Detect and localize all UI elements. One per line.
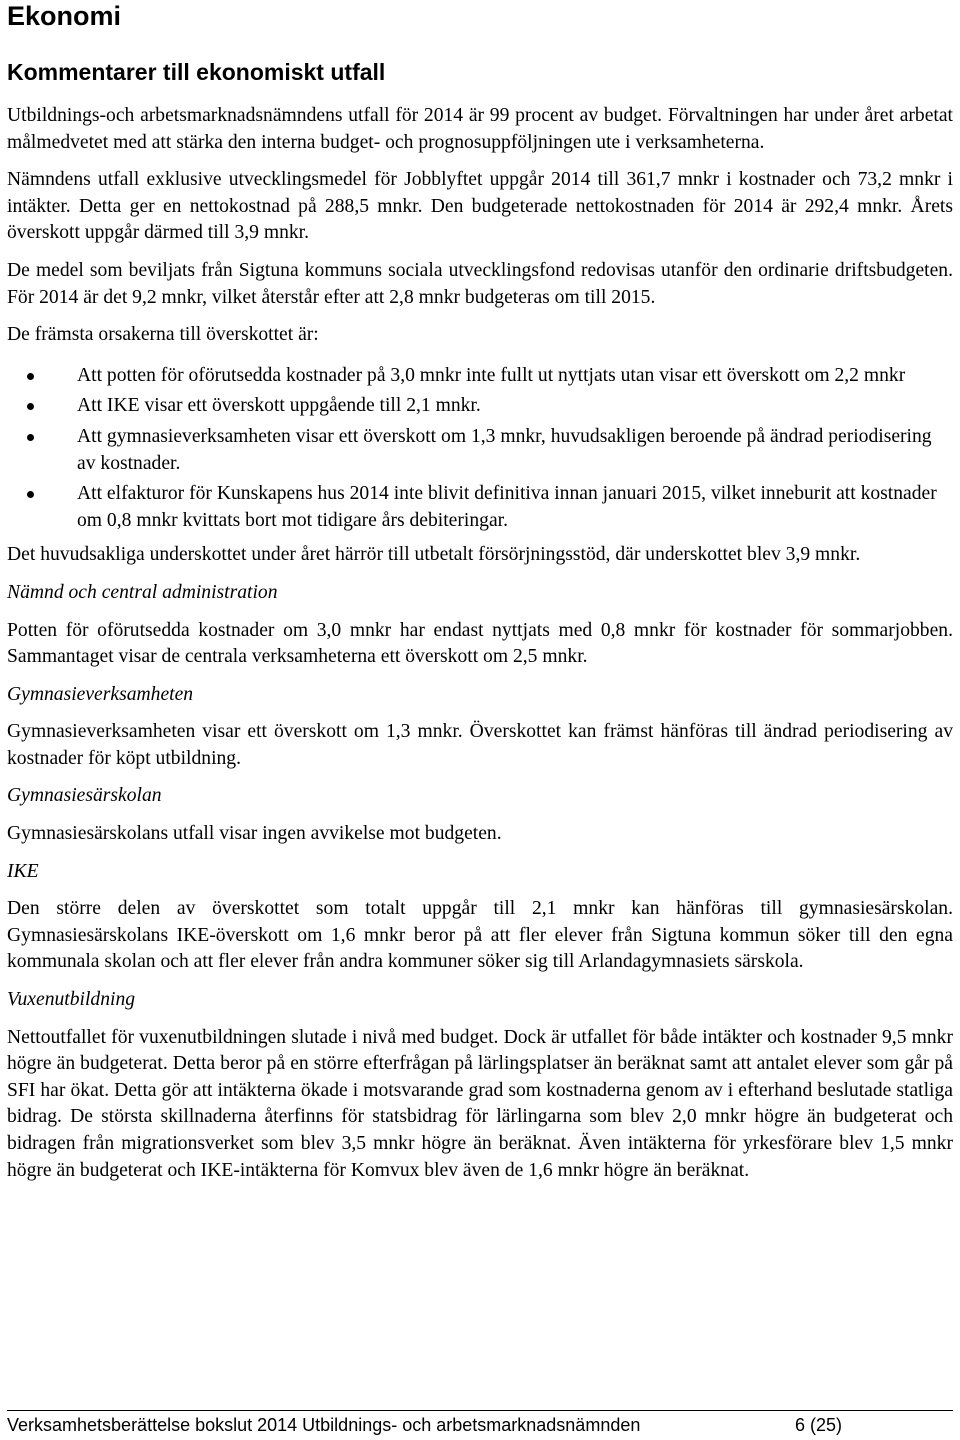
list-item	[7, 363, 953, 390]
subsection-text-special-school: Gymnasiesärskolans utfall visar ingen avvikelse mot budgeten.	[7, 823, 502, 845]
subsection-title-ike: IKE	[7, 860, 39, 882]
bullet-icon	[27, 403, 34, 410]
list-item-text: Att potten för oförutsedda kostnader på 3,0 mnkr inte fullt ut nyttjats utan visar ett överskott om 2,2 mnkr	[77, 364, 906, 386]
list-item	[7, 393, 953, 420]
subsection-title-administration: Nämnd och central administration	[7, 581, 278, 603]
list-item-text: Att elfakturor för Kunskapens hus 2014 inte blivit definitiva innan januari 2015, vilket inneburit att kostnader om 0,8 mnkr kvittats bort mot tidigare års debiteringar.	[77, 483, 937, 531]
paragraph-net-cost: Nämndens utfall exklusive utvecklingsmedel för Jobblyftet uppgår 2014 till 361,7 mnkr i kostnader och 73,2 mnkr i intäkter. Detta ger en nettokostnad på 288,5 mnkr. Den budgeterade nettokostnaden för 2014 är 292,4 mnkr. Årets överskott uppgår därmed till 3,9 mnkr.	[7, 169, 953, 244]
subsection-text-ike: Den större delen av överskottet som totalt uppgår till 2,1 mnkr kan hänföras till gymnasiesärskolan. Gymnasiesärskolans IKE-överskott om 1,6 mnkr beror på att fler elever från Sigtuna kommun söker till den egna kommunala skolan och att fler elever från andra kommuner söker sig till Arlandagymnasiets särskola.	[7, 898, 953, 973]
page-title: Ekonomi	[7, 1, 122, 31]
subsection-title-special-school: Gymnasiesärskolan	[7, 785, 162, 807]
subsection-text-administration: Potten för oförutsedda kostnader om 3,0 mnkr har endast nyttjats med 0,8 mnkr för kostnader för sommarjobben. Sammantaget visar de centrala verksamheterna ett överskott om 2,5 mnkr.	[7, 619, 953, 668]
paragraph-social-fund: De medel som beviljats från Sigtuna kommuns sociala utvecklingsfond redovisas utanför den ordinarie driftsbudgeten. För 2014 är det 9,2 mnkr, vilket återstår efter att 2,8 mnkr budgeteras om till 2015.	[7, 259, 953, 308]
subsection-title-gymnasium: Gymnasieverksamheten	[7, 683, 194, 705]
bullet-icon	[27, 434, 34, 441]
list-item	[7, 481, 953, 534]
subsection-text-gymnasium: Gymnasieverksamheten visar ett överskott om 1,3 mnkr. Överskottet kan främst hänföras till ändrad periodisering av kostnader för köpt utbildning.	[7, 721, 953, 769]
list-item-text: Att gymnasieverksamheten visar ett överskott om 1,3 mnkr, huvudsakligen beroende på ändrad periodisering av kostnader.	[77, 425, 932, 474]
paragraph-surplus-reasons: De främsta orsakerna till överskottet är:	[7, 324, 319, 346]
document-body	[7, 103, 953, 1195]
list-item-text: Att IKE visar ett överskott uppgående till 2,1 mnkr.	[77, 395, 481, 417]
footer-divider	[7, 1410, 953, 1411]
list-item	[7, 424, 953, 477]
bullet-icon	[27, 373, 34, 380]
paragraph-deficit: Det huvudsakliga underskottet under året härrör till utbetalt försörjningsstöd, där underskottet blev 3,9 mnkr.	[7, 544, 861, 566]
footer-title: Verksamhetsberättelse bokslut 2014 Utbildnings- och arbetsmarknadsnämnden	[7, 1415, 641, 1435]
paragraph-intro: Utbildnings-och arbetsmarknadsnämndens utfall för 2014 är 99 procent av budget. Förvaltningen har under året arbetat målmedvetet med att stärka den interna budget- och prognosuppföljningen ute i verksamheterna.	[7, 105, 953, 153]
subsection-text-adult-education: Nettoutfallet för vuxenutbildningen slutade i nivå med budget. Dock är utfallet för både intäkter och kostnader 9,5 mnkr högre än budgeterat. Detta beror på en större efterfrågan på lärlingsplatser än beräknat samt att antalet elever som går på SFI har ökat. Detta gör att intäkterna ökade i motsvarande grad som kostnaderna genom av i efterhand beslutade statliga bidrag. De största skillnaderna återfinns för statsbidrag för lärlingarna som blev 2,0 mnkr högre än budgeterat och bidragen från migrationsverket som blev 3,5 mnkr högre än beräknat. Även intäkterna för yrkesförare blev 1,5 mnkr högre än budgeterat och IKE-intäkterna för Komvux blev även de 1,6 mnkr högre än beräknat.	[7, 1026, 953, 1181]
section-heading: Kommentarer till ekonomiskt utfall	[7, 59, 386, 85]
bullet-icon	[27, 491, 34, 498]
subsection-title-adult-education: Vuxenutbildning	[7, 989, 136, 1011]
page-number: 6 (25)	[794, 1415, 842, 1435]
surplus-reasons-list	[7, 363, 953, 535]
